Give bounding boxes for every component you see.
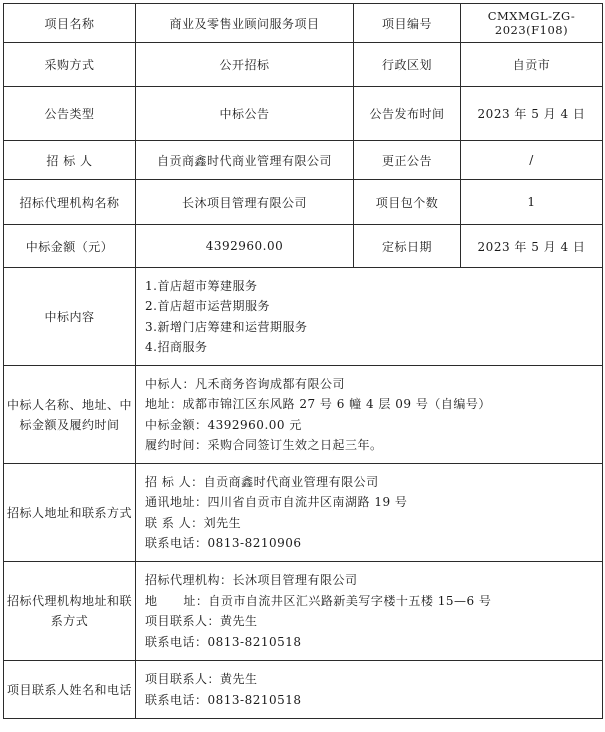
award-content-item: 3.新增门店筹建和运营期服务 — [145, 319, 308, 334]
tenderer-label: 招 标 人 — [4, 141, 136, 180]
package-count-value: 1 — [461, 180, 603, 225]
row-bid-amount — [4, 225, 603, 268]
notice-type-value: 中标公告 — [136, 87, 354, 141]
project-no-value: CMXMGL-ZG-2023(F108) — [461, 4, 603, 43]
project-contact-block — [136, 661, 603, 719]
agency-label: 招标代理机构名称 — [4, 180, 136, 225]
tenderer-contact-name: 招 标 人：自贡商鑫时代商业管理有限公司 — [145, 474, 379, 489]
award-content-label: 中标内容 — [4, 268, 136, 366]
procurement-method-label: 采购方式 — [4, 43, 136, 87]
tenderer-contact-person: 联 系 人：刘先生 — [145, 515, 242, 530]
award-content-list — [136, 268, 603, 366]
row-award-content — [4, 268, 603, 366]
award-content-item: 2.首店超市运营期服务 — [145, 299, 270, 313]
package-count-label: 项目包个数 — [354, 180, 461, 225]
winner-address: 地址：成都市锦江区东风路 27 号 6 幢 4 层 09 号（自编号） — [145, 397, 491, 411]
row-winner-info — [4, 366, 603, 464]
publish-time-label: 公告发布时间 — [354, 87, 461, 141]
correction-value: / — [461, 141, 603, 180]
winner-amount: 中标金额：4392960.00 元 — [145, 417, 302, 432]
region-value: 自贡市 — [461, 43, 603, 87]
agency-contact-name: 招标代理机构：长沐项目管理有限公司 — [145, 573, 358, 587]
row-agency-contact — [4, 562, 603, 661]
row-tenderer — [4, 141, 603, 180]
award-date-label: 定标日期 — [354, 225, 461, 268]
tenderer-contact-address: 通讯地址：四川省自贡市自流井区南湖路 19 号 — [145, 495, 408, 509]
agency-contact-phone: 联系电话：0813-8210518 — [145, 634, 302, 649]
row-notice-type — [4, 87, 603, 141]
tenderer-contact-label: 招标人地址和联系方式 — [4, 464, 136, 562]
winner-info-block — [136, 366, 603, 464]
agency-contact-person: 项目联系人：黄先生 — [145, 614, 258, 628]
winner-performance-time: 履约时间：采购合同签订生效之日起三年。 — [145, 438, 383, 452]
publish-time-value: 2023 年 5 月 4 日 — [461, 87, 603, 141]
project-contact-label: 项目联系人姓名和电话 — [4, 661, 136, 719]
row-project-contact — [4, 661, 603, 719]
region-label: 行政区划 — [354, 43, 461, 87]
award-content-item: 4.招商服务 — [145, 340, 208, 354]
correction-label: 更正公告 — [354, 141, 461, 180]
tenderer-value: 自贡商鑫时代商业管理有限公司 — [136, 141, 354, 180]
row-procurement-method — [4, 43, 603, 87]
tenderer-contact-block — [136, 464, 603, 562]
bid-amount-label: 中标金额（元） — [4, 225, 136, 268]
project-contact-person: 项目联系人：黄先生 — [145, 672, 258, 686]
row-agency — [4, 180, 603, 225]
project-no-label: 项目编号 — [354, 4, 461, 43]
winner-info-label: 中标人名称、地址、中标金额及履约时间 — [4, 366, 136, 464]
winner-name: 中标人：凡禾商务咨询成都有限公司 — [145, 376, 346, 391]
agency-contact-label: 招标代理机构地址和联系方式 — [4, 562, 136, 661]
notice-type-label: 公告类型 — [4, 87, 136, 141]
agency-contact-block — [136, 562, 603, 661]
row-project-name — [4, 4, 603, 43]
procurement-method-value: 公开招标 — [136, 43, 354, 87]
agency-contact-address: 地 址：自贡市自流井区汇兴路新美写字楼十五楼 15—6 号 — [145, 593, 492, 608]
agency-value: 长沐项目管理有限公司 — [136, 180, 354, 225]
bid-amount-value: 4392960.00 — [136, 225, 354, 268]
row-tenderer-contact — [4, 464, 603, 562]
award-notice-table — [3, 3, 603, 719]
project-name-value: 商业及零售业顾问服务项目 — [136, 4, 354, 43]
tenderer-contact-phone: 联系电话：0813-8210906 — [145, 536, 302, 550]
award-content-item: 1.首店超市筹建服务 — [145, 278, 258, 293]
award-date-value: 2023 年 5 月 4 日 — [461, 225, 603, 268]
project-name-label: 项目名称 — [4, 4, 136, 43]
project-contact-phone: 联系电话：0813-8210518 — [145, 692, 302, 707]
